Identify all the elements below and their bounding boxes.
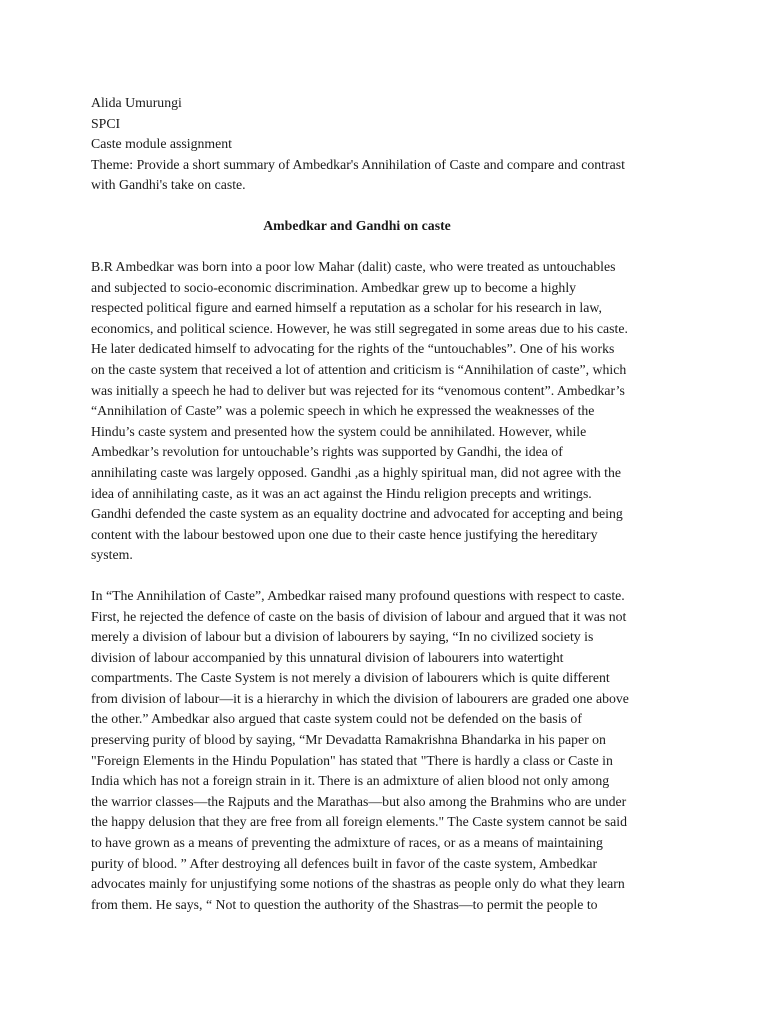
assignment-name: Caste module assignment — [91, 136, 233, 152]
paragraph-line: B.R Ambedkar was born into a poor low Mahar (dalit) caste, who were treated as untouchables — [91, 259, 616, 274]
paragraph-line: on the caste system that received a lot of attention and criticism is “Annihilation of caste”, which — [91, 361, 627, 377]
paragraph-line: compartments. The Caste System is not merely a division of labourers which is quite different — [91, 670, 610, 686]
paragraph-line: In “The Annihilation of Caste”, Ambedkar raised many profound questions with respect to caste. — [91, 587, 625, 603]
paragraph-line: was initially a speech he had to deliver but was rejected for its “venomous content”. Ambedkar’s — [91, 382, 625, 398]
document-header — [91, 93, 691, 196]
paragraph-line: First, he rejected the defence of caste on the basis of division of labour and argued that it was not — [91, 608, 627, 624]
paragraph-line: annihilating caste was largely opposed. Gandhi ,as a highly spiritual man, did not agree with the — [91, 464, 622, 480]
body-paragraph — [91, 586, 731, 916]
paragraph-line: from division of labour—it is a hierarchy in which the division of labourers are graded one above — [91, 690, 629, 706]
theme-line: with Gandhi's take on caste. — [91, 177, 246, 193]
paragraph-line: from them. He says, “ Not to question the authority of the Shastras—to permit the people to — [91, 896, 598, 912]
paragraph-line: system. — [91, 547, 133, 563]
paragraph-line: India which has not a foreign strain in it. There is an admixture of alien blood not only among — [91, 773, 610, 789]
paragraph-line: “Annihilation of Caste” was a polemic speech in which he expressed the weaknesses of the — [91, 403, 595, 419]
paragraph-line: advocates mainly for unjustifying some notions of the shastras as people only do what they learn — [91, 876, 625, 892]
paragraph-line: the other.” Ambedkar also argued that caste system could not be defended on the basis of — [91, 711, 582, 727]
theme-line: Theme: Provide a short summary of Ambedkar's Annihilation of Caste and compare and contrast — [91, 156, 625, 172]
paragraph-line: and subjected to socio-economic discrimination. Ambedkar grew up to become a highly — [91, 279, 577, 295]
paragraph-line: Gandhi defended the caste system as an equality doctrine and advocated for accepting and being — [91, 506, 623, 522]
body-paragraph — [91, 257, 731, 566]
paragraph-line: the warrior classes—the Rajputs and the Marathas—but also among the Brahmins who are under — [91, 793, 627, 809]
paragraph-line: merely a division of labour but a division of labourers by saying, “In no civilized society is — [91, 629, 594, 645]
paragraph-line: economics, and political science. However, he was still segregated in some areas due to his caste. — [91, 320, 628, 336]
paragraph-line: "Foreign Elements in the Hindu Population" has stated that "There is hardly a class or Caste in — [91, 752, 613, 768]
course-code: SPCI — [91, 115, 121, 131]
paragraph-line: preserving purity of blood by saying, “Mr Devadatta Ramakrishna Bhandarka in his paper on — [91, 732, 606, 748]
document-title: Ambedkar and Gandhi on caste — [263, 218, 451, 233]
paragraph-line: content with the labour bestowed upon one due to their caste hence justifying the hereditary — [91, 526, 598, 542]
paragraph-line: purity of blood. ” After destroying all defences built in favor of the caste system, Ambedkar — [91, 855, 598, 871]
paragraph-line: idea of annihilating caste, as it was an act against the Hindu religion precepts and writings. — [91, 485, 592, 501]
paragraph-line: Ambedkar’s revolution for untouchable’s rights was supported by Gandhi, the idea of — [91, 444, 563, 460]
paragraph-line: division of labour accompanied by this unnatural division of labourers into watertight — [91, 649, 564, 665]
author-name: Alida Umurungi — [91, 95, 182, 110]
document-body — [91, 257, 731, 935]
paragraph-line: to have grown as a means of preventing the admixture of races, or as a means of maintaining — [91, 835, 603, 851]
paragraph-line: respected political figure and earned himself a reputation as a scholar for his research in law, — [91, 300, 602, 316]
paragraph-line: He later dedicated himself to advocating for the rights of the “untouchables”. One of his works — [91, 341, 615, 357]
paragraph-line: Hindu’s caste system and presented how the system could be annihilated. However, while — [91, 423, 587, 439]
paragraph-line: the happy delusion that they are free from all foreign elements." The Caste system cannot be said — [91, 814, 628, 830]
